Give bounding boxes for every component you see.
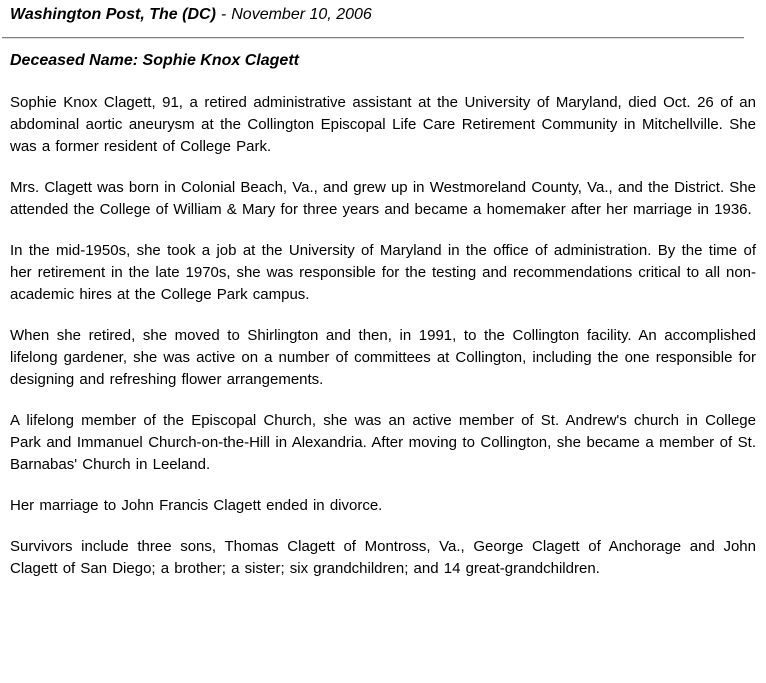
header-separator: - (220, 6, 227, 23)
article-paragraph: A lifelong member of the Episcopal Church, she was an active member of St. Andrew's church in College Park and Immanuel Church-on-the-Hill in Alexandria. After moving to Collington, she became a member of St. Barnabas' Church in Leeland. (10, 412, 756, 473)
article-paragraph: Sophie Knox Clagett, 91, a retired administrative assistant at the University of Maryland, died Oct. 26 of an abdominal aortic aneurysm at the Collington Episcopal Life Care Retirement Community in Mitchellville. She was a former resident of College Park. (10, 94, 756, 155)
article-paragraph: In the mid-1950s, she took a job at the University of Maryland in the office of administration. By the time of her retirement in the late 1970s, she was responsible for the testing and recommendations critical to all non-academic hires at the College Park campus. (10, 242, 756, 303)
article-paragraph: When she retired, she moved to Shirlington and then, in 1991, to the Collington facility. An accomplished lifelong gardener, she was active on a number of committees at Collington, including the one responsible for designing and refreshing flower arrangements. (10, 327, 756, 388)
horizontal-rule (2, 37, 744, 39)
publication-date: November 10, 2006 (231, 6, 372, 23)
article-paragraph: Her marriage to John Francis Clagett ended in divorce. (10, 497, 383, 514)
article-paragraph: Survivors include three sons, Thomas Clagett of Montross, Va., George Clagett of Anchorage and John Clagett of San Diego; a brother; a sister; six grandchildren; and 14 great-grandchildren. (10, 538, 756, 577)
article-paragraph: Mrs. Clagett was born in Colonial Beach, Va., and grew up in Westmoreland County, Va., and the District. She attended the College of William & Mary for three years and became a homemaker after her marriage in 1936. (10, 179, 756, 218)
publication-name: Washington Post, The (DC) (10, 6, 216, 23)
source-header (10, 6, 756, 24)
deceased-name-heading: Deceased Name: Sophie Knox Clagett (10, 52, 299, 69)
